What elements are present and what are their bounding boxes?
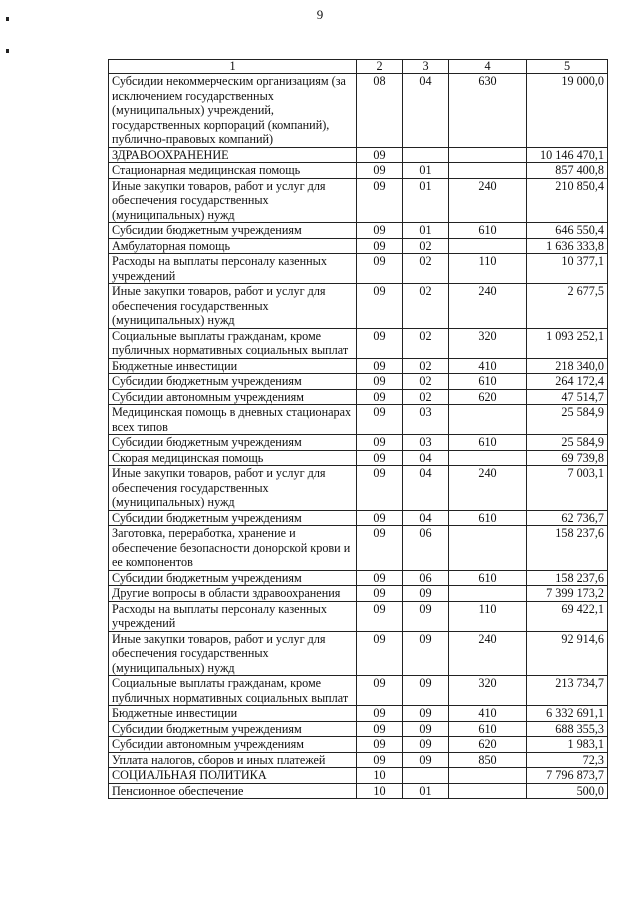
amount-cell: 25 584,9: [527, 435, 608, 451]
subsection-code-cell: 04: [403, 466, 449, 511]
section-code-cell: 09: [357, 450, 403, 466]
row-name-cell: Иные закупки товаров, работ и услуг для обеспечения государственных (муниципальных) нужд: [109, 631, 357, 676]
table-row: [109, 631, 608, 676]
section-code-cell: 09: [357, 631, 403, 676]
section-code-cell: 09: [357, 405, 403, 435]
margin-mark: [6, 17, 9, 21]
amount-cell: 92 914,6: [527, 631, 608, 676]
section-code-cell: 09: [357, 676, 403, 706]
expense-type-code-cell: 110: [449, 601, 527, 631]
section-code-cell: 09: [357, 586, 403, 602]
section-code-cell: 09: [357, 284, 403, 329]
amount-cell: 10 377,1: [527, 254, 608, 284]
section-code-cell: 09: [357, 147, 403, 163]
table-row: [109, 676, 608, 706]
row-name-cell: Бюджетные инвестиции: [109, 358, 357, 374]
section-code-cell: 09: [357, 254, 403, 284]
table-row: [109, 358, 608, 374]
row-name-cell: Расходы на выплаты персоналу казенных учреждений: [109, 601, 357, 631]
table-row: [109, 570, 608, 586]
page-number: 9: [316, 7, 324, 22]
budget-table: [108, 59, 608, 799]
table-row: [109, 783, 608, 799]
table-row: [109, 328, 608, 358]
subsection-code-cell: 04: [403, 450, 449, 466]
expense-type-code-cell: [449, 147, 527, 163]
amount-cell: 69 422,1: [527, 601, 608, 631]
table-row: [109, 405, 608, 435]
row-name-cell: Субсидии бюджетным учреждениям: [109, 721, 357, 737]
column-header: 4: [449, 60, 527, 74]
subsection-code-cell: 04: [403, 510, 449, 526]
section-code-cell: 09: [357, 358, 403, 374]
table-row: [109, 768, 608, 784]
expense-type-code-cell: [449, 450, 527, 466]
amount-cell: 264 172,4: [527, 374, 608, 390]
row-name-cell: Субсидии бюджетным учреждениям: [109, 223, 357, 239]
section-code-cell: 09: [357, 526, 403, 571]
section-code-cell: 09: [357, 389, 403, 405]
expense-type-code-cell: [449, 526, 527, 571]
expense-type-code-cell: 320: [449, 676, 527, 706]
amount-cell: 857 400,8: [527, 163, 608, 179]
subsection-code-cell: 02: [403, 284, 449, 329]
expense-type-code-cell: 240: [449, 466, 527, 511]
expense-type-code-cell: 610: [449, 721, 527, 737]
expense-type-code-cell: 610: [449, 435, 527, 451]
expense-type-code-cell: 610: [449, 570, 527, 586]
section-code-cell: 09: [357, 601, 403, 631]
amount-cell: 1 636 333,8: [527, 238, 608, 254]
subsection-code-cell: 01: [403, 163, 449, 179]
expense-type-code-cell: 240: [449, 284, 527, 329]
table-row: [109, 737, 608, 753]
table-row: [109, 601, 608, 631]
table-row: [109, 389, 608, 405]
section-code-cell: 08: [357, 74, 403, 148]
table-row: [109, 163, 608, 179]
amount-cell: 1 093 252,1: [527, 328, 608, 358]
expense-type-code-cell: [449, 163, 527, 179]
subsection-code-cell: 09: [403, 601, 449, 631]
section-code-cell: 09: [357, 466, 403, 511]
row-name-cell: Иные закупки товаров, работ и услуг для обеспечения государственных (муниципальных) нужд: [109, 466, 357, 511]
column-header: 1: [109, 60, 357, 74]
row-name-cell: ЗДРАВООХРАНЕНИЕ: [109, 147, 357, 163]
row-name-cell: Социальные выплаты гражданам, кроме публичных нормативных социальных выплат: [109, 676, 357, 706]
row-name-cell: Стационарная медицинская помощь: [109, 163, 357, 179]
row-name-cell: Социальные выплаты гражданам, кроме публичных нормативных социальных выплат: [109, 328, 357, 358]
expense-type-code-cell: 610: [449, 374, 527, 390]
amount-cell: 10 146 470,1: [527, 147, 608, 163]
row-name-cell: Скорая медицинская помощь: [109, 450, 357, 466]
table-body: [109, 74, 608, 799]
section-code-cell: 09: [357, 374, 403, 390]
column-header: 5: [527, 60, 608, 74]
subsection-code-cell: 09: [403, 752, 449, 768]
amount-cell: 69 739,8: [527, 450, 608, 466]
row-name-cell: СОЦИАЛЬНАЯ ПОЛИТИКА: [109, 768, 357, 784]
subsection-code-cell: 01: [403, 223, 449, 239]
subsection-code-cell: 02: [403, 328, 449, 358]
subsection-code-cell: 01: [403, 178, 449, 223]
amount-cell: 1 983,1: [527, 737, 608, 753]
amount-cell: 218 340,0: [527, 358, 608, 374]
table-row: [109, 752, 608, 768]
section-code-cell: 09: [357, 510, 403, 526]
table-row: [109, 238, 608, 254]
table-row: [109, 254, 608, 284]
amount-cell: 213 734,7: [527, 676, 608, 706]
table-row: [109, 706, 608, 722]
expense-type-code-cell: 850: [449, 752, 527, 768]
subsection-code-cell: 02: [403, 389, 449, 405]
expense-type-code-cell: 110: [449, 254, 527, 284]
section-code-cell: 09: [357, 721, 403, 737]
row-name-cell: Заготовка, переработка, хранение и обеспечение безопасности донорской крови и ее компонентов: [109, 526, 357, 571]
row-name-cell: Расходы на выплаты персоналу казенных учреждений: [109, 254, 357, 284]
table-row: [109, 223, 608, 239]
table-row: [109, 284, 608, 329]
section-code-cell: 09: [357, 752, 403, 768]
subsection-code-cell: 09: [403, 586, 449, 602]
amount-cell: 47 514,7: [527, 389, 608, 405]
subsection-code-cell: 02: [403, 374, 449, 390]
amount-cell: 7 003,1: [527, 466, 608, 511]
table-row: [109, 178, 608, 223]
subsection-code-cell: 02: [403, 358, 449, 374]
subsection-code-cell: [403, 147, 449, 163]
section-code-cell: 09: [357, 435, 403, 451]
amount-cell: 62 736,7: [527, 510, 608, 526]
expense-type-code-cell: [449, 586, 527, 602]
table-row: [109, 510, 608, 526]
amount-cell: 7 796 873,7: [527, 768, 608, 784]
amount-cell: 7 399 173,2: [527, 586, 608, 602]
subsection-code-cell: 09: [403, 676, 449, 706]
row-name-cell: Субсидии некоммерческим организациям (за исключением государственных (муниципальных) учреждений, государственных корпораций (компаний), публично-правовых компаний): [109, 74, 357, 148]
subsection-code-cell: 01: [403, 783, 449, 799]
expense-type-code-cell: 630: [449, 74, 527, 148]
subsection-code-cell: 09: [403, 706, 449, 722]
expense-type-code-cell: 320: [449, 328, 527, 358]
table-row: [109, 74, 608, 148]
row-name-cell: Субсидии автономным учреждениям: [109, 737, 357, 753]
amount-cell: 688 355,3: [527, 721, 608, 737]
row-name-cell: Пенсионное обеспечение: [109, 783, 357, 799]
section-code-cell: 09: [357, 570, 403, 586]
column-header: 2: [357, 60, 403, 74]
expense-type-code-cell: 240: [449, 631, 527, 676]
table-row: [109, 526, 608, 571]
amount-cell: 72,3: [527, 752, 608, 768]
row-name-cell: Субсидии бюджетным учреждениям: [109, 510, 357, 526]
expense-type-code-cell: 410: [449, 358, 527, 374]
section-code-cell: 09: [357, 163, 403, 179]
section-code-cell: 09: [357, 706, 403, 722]
subsection-code-cell: 03: [403, 435, 449, 451]
subsection-code-cell: 02: [403, 254, 449, 284]
subsection-code-cell: 04: [403, 74, 449, 148]
amount-cell: 500,0: [527, 783, 608, 799]
amount-cell: 2 677,5: [527, 284, 608, 329]
subsection-code-cell: 03: [403, 405, 449, 435]
expense-type-code-cell: 620: [449, 737, 527, 753]
expense-type-code-cell: [449, 238, 527, 254]
row-name-cell: Другие вопросы в области здравоохранения: [109, 586, 357, 602]
row-name-cell: Субсидии бюджетным учреждениям: [109, 435, 357, 451]
table-row: [109, 435, 608, 451]
row-name-cell: Иные закупки товаров, работ и услуг для обеспечения государственных (муниципальных) нужд: [109, 178, 357, 223]
expense-type-code-cell: 620: [449, 389, 527, 405]
column-header: 3: [403, 60, 449, 74]
row-name-cell: Субсидии автономным учреждениям: [109, 389, 357, 405]
section-code-cell: 09: [357, 223, 403, 239]
section-code-cell: 09: [357, 737, 403, 753]
table-header-row: [109, 60, 608, 74]
amount-cell: 158 237,6: [527, 570, 608, 586]
amount-cell: 19 000,0: [527, 74, 608, 148]
row-name-cell: Амбулаторная помощь: [109, 238, 357, 254]
row-name-cell: Медицинская помощь в дневных стационарах всех типов: [109, 405, 357, 435]
table-row: [109, 721, 608, 737]
subsection-code-cell: [403, 768, 449, 784]
expense-type-code-cell: [449, 783, 527, 799]
amount-cell: 646 550,4: [527, 223, 608, 239]
section-code-cell: 10: [357, 783, 403, 799]
subsection-code-cell: 09: [403, 737, 449, 753]
margin-mark: [6, 49, 9, 53]
row-name-cell: Бюджетные инвестиции: [109, 706, 357, 722]
table-row: [109, 374, 608, 390]
amount-cell: 210 850,4: [527, 178, 608, 223]
subsection-code-cell: 09: [403, 631, 449, 676]
amount-cell: 6 332 691,1: [527, 706, 608, 722]
expense-type-code-cell: 610: [449, 223, 527, 239]
expense-type-code-cell: [449, 405, 527, 435]
row-name-cell: Уплата налогов, сборов и иных платежей: [109, 752, 357, 768]
row-name-cell: Субсидии бюджетным учреждениям: [109, 570, 357, 586]
table-row: [109, 586, 608, 602]
row-name-cell: Иные закупки товаров, работ и услуг для обеспечения государственных (муниципальных) нужд: [109, 284, 357, 329]
subsection-code-cell: 02: [403, 238, 449, 254]
subsection-code-cell: 06: [403, 570, 449, 586]
expense-type-code-cell: 610: [449, 510, 527, 526]
section-code-cell: 09: [357, 238, 403, 254]
amount-cell: 158 237,6: [527, 526, 608, 571]
subsection-code-cell: 06: [403, 526, 449, 571]
expense-type-code-cell: 410: [449, 706, 527, 722]
amount-cell: 25 584,9: [527, 405, 608, 435]
table-row: [109, 147, 608, 163]
expense-type-code-cell: [449, 768, 527, 784]
expense-type-code-cell: 240: [449, 178, 527, 223]
section-code-cell: 09: [357, 328, 403, 358]
row-name-cell: Субсидии бюджетным учреждениям: [109, 374, 357, 390]
table-row: [109, 466, 608, 511]
table-row: [109, 450, 608, 466]
section-code-cell: 09: [357, 178, 403, 223]
section-code-cell: 10: [357, 768, 403, 784]
subsection-code-cell: 09: [403, 721, 449, 737]
